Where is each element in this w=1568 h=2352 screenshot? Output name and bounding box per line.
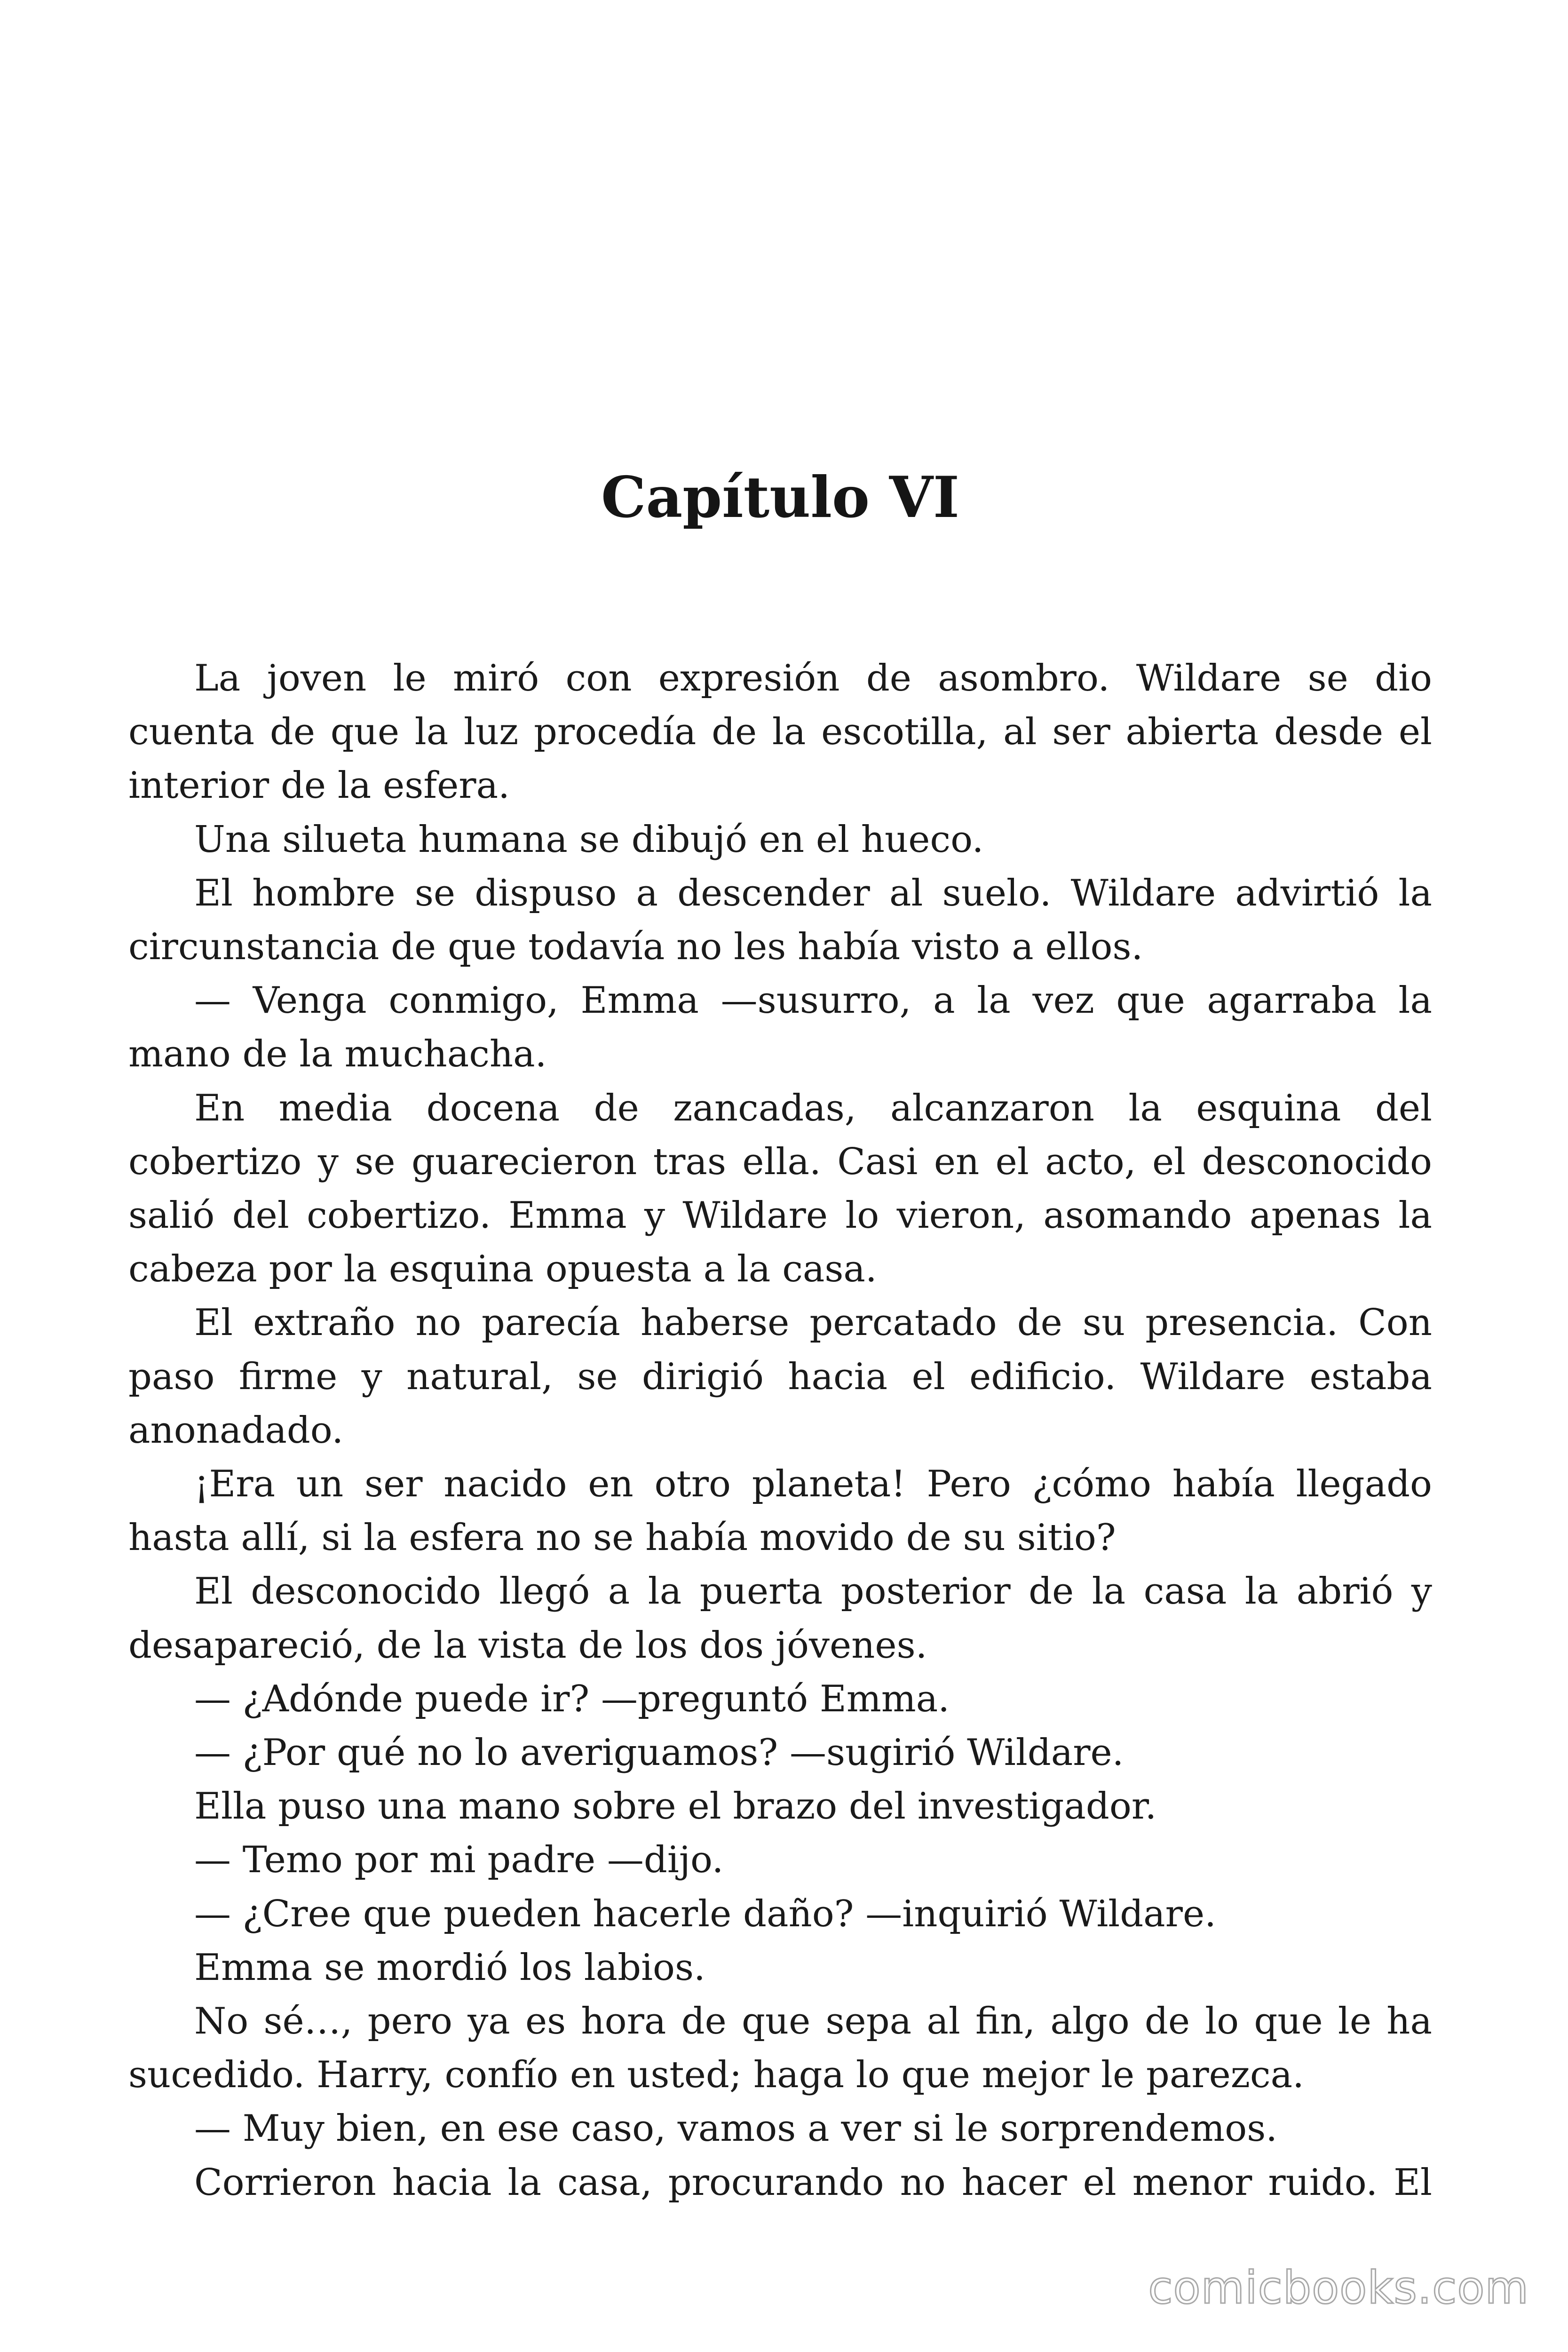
paragraph — [128, 1994, 1432, 2102]
text-line: — ¿Cree que pueden hacerle daño? —inquirió Wildare. — [194, 1892, 1216, 1935]
paragraph — [128, 1780, 1432, 1833]
text-line: circunstancia de que todavía no les había visto a ellos. — [128, 926, 1143, 969]
paragraph — [128, 2156, 1432, 2209]
text-line: cuenta de que la luz procedía de la escotilla, al ser abierta desde el — [128, 711, 1432, 754]
text-line: cobertizo y se guarecieron tras ella. Casi en el acto, el desconocido — [128, 1140, 1432, 1183]
text-line: En media docena de zancadas, alcanzaron la esquina del — [194, 1087, 1432, 1129]
text-line: hasta allí, si la esfera no se había movido de su sitio? — [128, 1517, 1116, 1559]
paragraph — [128, 1565, 1432, 1672]
chapter-title: Capítulo VI — [601, 464, 960, 531]
text-line: — Temo por mi padre —dijo. — [194, 1839, 724, 1882]
text-line: salió del cobertizo. Emma y Wildare lo vieron, asomando apenas la — [128, 1194, 1432, 1237]
text-line: El extraño no parecía haberse percatado de su presencia. Con — [194, 1302, 1432, 1344]
paragraph — [128, 1941, 1432, 1994]
dialogue-paragraph — [128, 1887, 1432, 1941]
dialogue-paragraph — [128, 1833, 1432, 1887]
text-line: No sé…, pero ya es hora de que sepa al fin, algo de lo que le ha — [194, 2000, 1432, 2043]
text-line: Emma se mordió los labios. — [194, 1946, 705, 1989]
paragraph — [128, 813, 1432, 866]
dialogue-paragraph — [128, 974, 1432, 1081]
text-line: cabeza por la esquina opuesta a la casa. — [128, 1248, 877, 1291]
text-line: — ¿Por qué no lo averiguamos? —sugirió Wildare. — [194, 1732, 1124, 1774]
text-line: paso firme y natural, se dirigió hacia el edificio. Wildare estaba — [128, 1355, 1432, 1398]
text-line: — ¿Adónde puede ir? —preguntó Emma. — [194, 1677, 950, 1720]
paragraph — [128, 1457, 1432, 1565]
text-line: Ella puso una mano sobre el brazo del investigador. — [194, 1785, 1157, 1828]
text-line: anonadado. — [128, 1409, 344, 1452]
dialogue-paragraph — [128, 2102, 1432, 2155]
text-line: Corrieron hacia la casa, procurando no hacer el menor ruido. El — [194, 2161, 1432, 2204]
text-line: Una silueta humana se dibujó en el hueco. — [194, 818, 984, 861]
text-line: El hombre se dispuso a descender al suelo. Wildare advirtió la — [194, 872, 1432, 914]
text-line: La joven le miró con expresión de asombro. Wildare se dio — [194, 657, 1432, 699]
watermark: comicbooks.com — [1148, 2262, 1529, 2314]
chapter-body — [128, 652, 1432, 2209]
dialogue-paragraph — [128, 1672, 1432, 1726]
text-line: interior de la esfera. — [128, 764, 510, 807]
dialogue-paragraph — [128, 1726, 1432, 1780]
text-line: — Venga conmigo, Emma —susurro, a la vez que agarraba la — [194, 979, 1432, 1022]
text-line: ¡Era un ser nacido en otro planeta! Pero ¿cómo había llegado — [194, 1463, 1432, 1506]
text-line: — Muy bien, en ese caso, vamos a ver si le sorprendemos. — [194, 2107, 1278, 2150]
text-line: sucedido. Harry, confío en usted; haga lo que mejor le parezca. — [128, 2054, 1304, 2097]
paragraph — [128, 652, 1432, 813]
text-line: mano de la muchacha. — [128, 1033, 547, 1076]
paragraph — [128, 1081, 1432, 1296]
paragraph — [128, 1296, 1432, 1457]
text-line: El desconocido llegó a la puerta posterior de la casa la abrió y — [194, 1570, 1432, 1613]
text-line: desapareció, de la vista de los dos jóvenes. — [128, 1624, 927, 1667]
paragraph — [128, 866, 1432, 974]
